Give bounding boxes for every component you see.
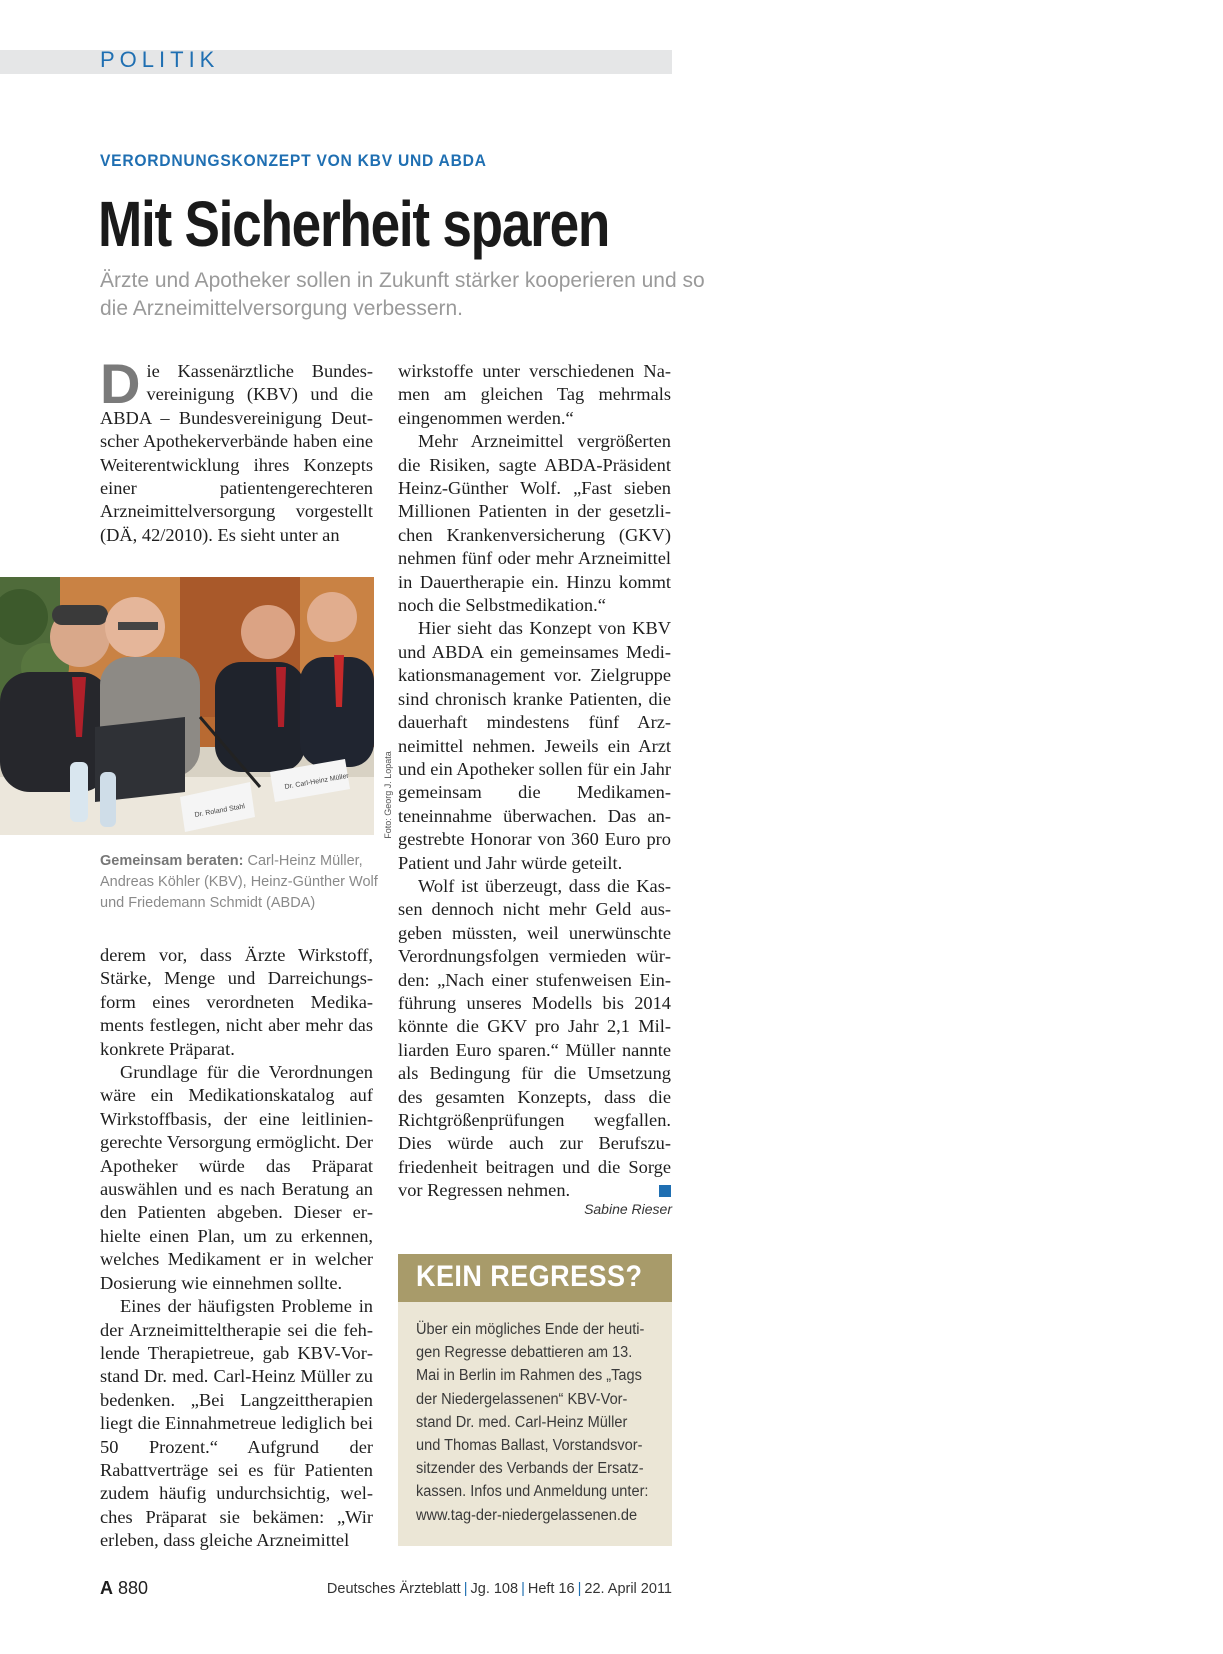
article-subhead: Ärzte und Apotheker sollen in Zukunft stärker kooperieren und so die Arzneimittelversorgung verbessern. [100, 269, 705, 320]
infobox-title: KEIN REGRESS? [416, 1260, 643, 1293]
issue: Heft 16 [527, 1581, 575, 1597]
body-paragraph: derem vor, dass Ärzte Wirkstoff, Stärke, Menge und Darreichungsform eines verordneten Medikaments festlegen, nicht aber mehr das konkrete Präparat. [100, 945, 373, 1059]
page-prefix: A [100, 1578, 113, 1598]
body-paragraph: Eines der häufigsten Probleme in der Arzneimitteltherapie sei die fehlende Therapietreue, gab KBV-Vorstand Dr. med. Carl-Heinz Müller zu bedenken. „Bei Langzeittherapien liegt die Einnahmetreue lediglich bei 50 Prozent.“ Aufgrund der Rabattverträge sei es für Patienten zudem häufig undurchsichtig, welches Präparat sie bekämen: „Wir erleben, dass gleiche Arzneimittel [100, 1296, 373, 1551]
nameplate-2-text: Dr. Carl-Heinz Müller [284, 772, 350, 791]
caption-lead: Gemeinsam beraten: [100, 853, 244, 869]
separator: | [463, 1581, 468, 1597]
article-photo [0, 577, 374, 835]
infobox-text: Über ein mögliches Ende der heutigen Regresse debattieren am 13. Mai in Berlin im Rahmen des „Tags der Niedergelassenen“ KBV-Vorstand Dr. med. Carl-Heinz Müller und Thomas Ballast, Vorstandsvorsitzender des Verbands der Ersatzkassen. Infos und Anmeldung unter: www.tag-der-niedergelassenen.de [416, 1321, 649, 1524]
end-mark-icon [659, 1185, 671, 1197]
issue-date: 22. April 2011 [584, 1581, 672, 1597]
body-column-1-top [100, 352, 373, 547]
drop-cap: D [100, 352, 141, 415]
volume: Jg. 108 [470, 1581, 519, 1597]
body-paragraph: Hier sieht das Konzept von KBV und ABDA ein gemeinsames Medikationsmanagement vor. Zielgruppe sind chronisch kranke Patienten, die dauerhaft mindestens fünf Arzneimittel nehmen. Jeweils ein Arzt und ein Apotheker sollen für ein Jahr gemeinsam die Medikamenteneinnahme überwachen. Das angestrebte Honorar von 360 Euro pro Patient und Jahr würde geteilt. [398, 618, 671, 873]
body-paragraph: Mehr Arzneimittel vergrößerten die Risiken, sagte ABDA-Präsident Heinz-Günther Wolf. „Fast sieben Millionen Patienten in der gesetzlichen Krankenversicherung (GKV) nehmen fünf oder mehr Arzneimittel in Dauertherapie ein. Hinzu kommt noch die Selbstmedikation.“ [398, 431, 671, 616]
body-paragraph: ie Kassenärztliche Bundesvereinigung (KBV) und die ABDA – Bundesvereinigung Deutscher Apothekerverbände haben eine Weiterentwicklung ihres Konzepts einer patientengerechteren Arzneimittelversorgung vorgestellt (DÄ, 42/2010). Es sieht unter an [100, 361, 373, 545]
body-paragraph-final [398, 875, 671, 1203]
photo-caption [100, 851, 380, 914]
body-column-2 [398, 360, 671, 1203]
article-headline: Mit Sicherheit sparen [98, 188, 610, 260]
publication-info [300, 1581, 672, 1597]
infobox-body [398, 1302, 672, 1546]
body-paragraph-text: Wolf ist überzeugt, dass die Kassen dennoch nicht mehr Geld ausgeben müssten, weil unerwünschte Verordnungsfolgen vermieden würden: „Nach einer stufenweisen Einführung unseres Modells bis 2014 könnte die GKV pro Jahr 2,1 Milliarden Euro sparen.“ Müller nannte als Bedingung für die Umsetzung des gesamten Konzepts, dass die Richtgrößenprüfungen wegfallen. Dies würde auch zur Berufszufriedenheit beitragen und die Sorge vor Regressen nehmen. [398, 875, 671, 1201]
section-label: POLITIK [100, 47, 220, 72]
body-paragraph: Grundlage für die Verordnungen wäre ein Medikationskatalog auf Wirkstoffbasis, der eine leitliniengerechte Versorgung ermöglicht. Der Apotheker würde das Präparat auswählen und es nach Beratung an den Patienten abgeben. Dieser erhielte einen Plan, um zu erkennen, welches Medikament er in welcher Dosierung wie einnehmen sollte. [100, 1062, 373, 1293]
author-byline: Sabine Rieser [584, 1201, 672, 1217]
page-number [100, 1578, 148, 1599]
caption-text: Carl-Heinz Müller, Andreas Köhler (KBV), Heinz-Günther Wolf und Friedemann Schmidt (ABDA) [100, 853, 378, 911]
photo-credit [374, 751, 393, 839]
body-column-1-bottom [100, 944, 373, 1553]
nameplate-1-text: Dr. Roland Stahl [194, 803, 246, 819]
publication-name: Deutsches Ärzteblatt [326, 1581, 461, 1597]
separator: | [577, 1581, 582, 1597]
separator: | [521, 1581, 525, 1597]
photo-credit-text: Foto: Georg J. Lopata [382, 751, 393, 839]
article-kicker: VERORDNUNGSKONZEPT VON KBV UND ABDA [100, 151, 487, 170]
infobox-header [398, 1254, 672, 1302]
page-number-value: 880 [118, 1578, 149, 1598]
body-paragraph: wirkstoffe unter verschiedenen Namen am gleichen Tag mehrmals eingenommen werden.“ [398, 361, 671, 428]
meeting-photo-image [0, 577, 374, 835]
